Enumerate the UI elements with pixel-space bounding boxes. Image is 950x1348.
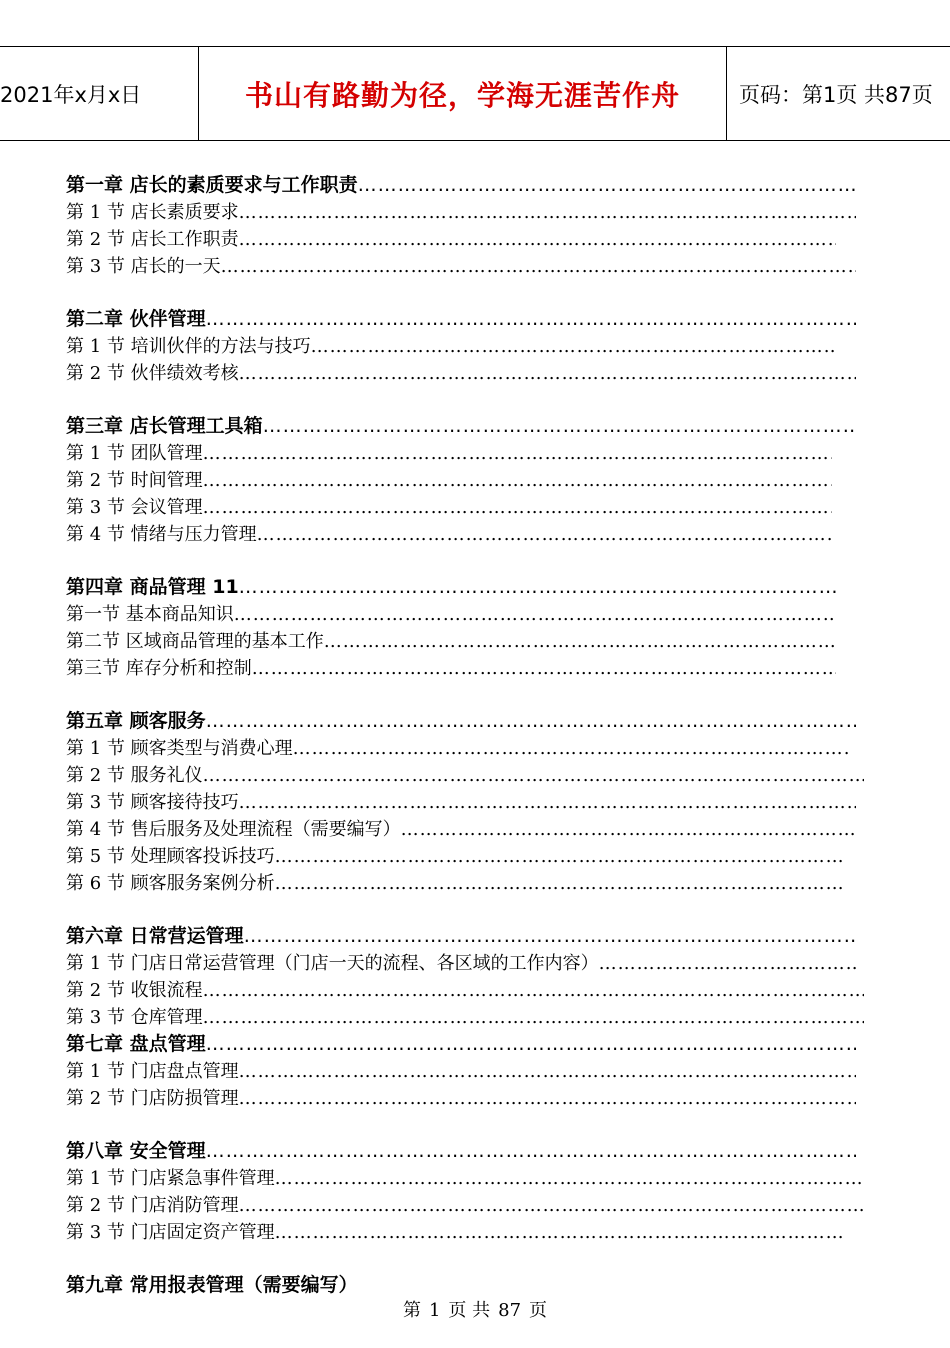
header-page-number: 页码：第1页 共87页 — [739, 82, 933, 107]
toc-section[interactable]: 第二节 区域商品管理的基本工作 …………………………………………………………………………………………………………………………………………………………………………………………………………………… — [66, 628, 836, 655]
page-footer: 第 1 页 共 87 页 — [402, 1300, 548, 1321]
toc-chapter-1[interactable]: 第一章 店长的素质要求与工作职责 …………………………………………………………………………………………………………………………………………………………………………………………………………………… — [66, 172, 856, 199]
toc-section[interactable]: 第 3 节 顾客接待技巧 …………………………………………………………………………………………………………………………………………………………………………………………………………………… — [66, 789, 856, 816]
footer-page-number: 1 — [428, 1300, 441, 1321]
toc-section[interactable]: 第 1 节 店长素质要求 …………………………………………………………………………………………………………………………………………………………………………………………………………………… — [66, 199, 856, 226]
page-header — [0, 46, 950, 141]
toc-section[interactable]: 第三节 库存分析和控制 …………………………………………………………………………………………………………………………………………………………………………………………………………………… — [66, 655, 836, 682]
table-of-contents — [66, 172, 866, 1299]
toc-section[interactable]: 第 6 节 顾客服务案例分析 …………………………………………………………………………………………………………………………………………………………………………………………………………………… — [66, 870, 846, 897]
toc-chapter-3[interactable]: 第三章 店长管理工具箱 …………………………………………………………………………………………………………………………………………………………………………………………………………………… — [66, 413, 856, 440]
toc-chapter-2[interactable]: 第二章 伙伴管理 …………………………………………………………………………………………………………………………………………………………………………………………………………………… — [66, 306, 856, 333]
toc-section[interactable]: 第 1 节 培训伙伴的方法与技巧 …………………………………………………………………………………………………………………………………………………………………………………………………………………… — [66, 333, 836, 360]
toc-section[interactable]: 第 3 节 店长的一天 …………………………………………………………………………………………………………………………………………………………………………………………………………………… — [66, 253, 856, 280]
toc-chapter-7[interactable]: 第七章 盘点管理 …………………………………………………………………………………………………………………………………………………………………………………………………………………… — [66, 1031, 856, 1058]
toc-section[interactable]: 第 3 节 会议管理 …………………………………………………………………………………………………………………………………………………………………………………………………………………… — [66, 494, 832, 521]
toc-chapter-6[interactable]: 第六章 日常营运管理 …………………………………………………………………………………………………………………………………………………………………………………………………………………… — [66, 923, 856, 950]
toc-chapter-9[interactable]: 第九章 常用报表管理（需要编写） — [66, 1274, 358, 1296]
toc-section[interactable]: 第 1 节 门店紧急事件管理 …………………………………………………………………………………………………………………………………………………………………………………………………………………… — [66, 1165, 864, 1192]
toc-section[interactable]: 第 2 节 店长工作职责 …………………………………………………………………………………………………………………………………………………………………………………………………………………… — [66, 226, 836, 253]
toc-section[interactable]: 第 2 节 收银流程 …………………………………………………………………………………………………………………………………………………………………………………………………………………… — [66, 977, 864, 1004]
toc-chapter-5[interactable]: 第五章 顾客服务 …………………………………………………………………………………………………………………………………………………………………………………………………………………… — [66, 708, 856, 735]
toc-chapter-8[interactable]: 第八章 安全管理 …………………………………………………………………………………………………………………………………………………………………………………………………………………… — [66, 1138, 856, 1165]
toc-section[interactable]: 第 2 节 时间管理 …………………………………………………………………………………………………………………………………………………………………………………………………………………… — [66, 467, 832, 494]
toc-section[interactable]: 第 2 节 伙伴绩效考核 …………………………………………………………………………………………………………………………………………………………………………………………………………………… — [66, 360, 856, 387]
toc-section[interactable]: 第 2 节 门店防损管理 …………………………………………………………………………………………………………………………………………………………………………………………………………………… — [66, 1085, 856, 1112]
toc-section[interactable]: 第 1 节 门店日常运营管理（门店一天的流程、各区域的工作内容） …………………………………………………………………………………………………………………………………………………………………………………………………………………… — [66, 950, 856, 977]
toc-section[interactable]: 第一节 基本商品知识 …………………………………………………………………………………………………………………………………………………………………………………………………………………… — [66, 601, 836, 628]
leader-dots — [358, 172, 856, 199]
toc-section[interactable]: 第 4 节 售后服务及处理流程（需要编写） …………………………………………………………………………………………………………………………………………………………………………………………………………………… — [66, 816, 856, 843]
toc-section[interactable]: 第 1 节 门店盘点管理 …………………………………………………………………………………………………………………………………………………………………………………………………………………… — [66, 1058, 856, 1085]
toc-chapter-4[interactable]: 第四章 商品管理 11 …………………………………………………………………………………………………………………………………………………………………………………………………………………… — [66, 574, 836, 601]
toc-section[interactable]: 第 3 节 仓库管理 …………………………………………………………………………………………………………………………………………………………………………………………………………………… — [66, 1004, 864, 1031]
toc-section[interactable]: 第 4 节 情绪与压力管理 …………………………………………………………………………………………………………………………………………………………………………………………………………………… — [66, 521, 832, 548]
footer-total-pages: 87 — [498, 1300, 522, 1321]
toc-section[interactable]: 第 2 节 门店消防管理 …………………………………………………………………………………………………………………………………………………………………………………………………………………… — [66, 1192, 864, 1219]
header-motto: 书山有路勤为径，学海无涯苦作舟 — [199, 47, 727, 140]
toc-section[interactable]: 第 1 节 团队管理 …………………………………………………………………………………………………………………………………………………………………………………………………………………… — [66, 440, 832, 467]
toc-section[interactable]: 第 1 节 顾客类型与消费心理 …………………………………………………………………………………………………………………………………………………………………………………………………………………… — [66, 735, 851, 762]
toc-section[interactable]: 第 3 节 门店固定资产管理 …………………………………………………………………………………………………………………………………………………………………………………………………………………… — [66, 1219, 846, 1246]
toc-section[interactable]: 第 2 节 服务礼仪 …………………………………………………………………………………………………………………………………………………………………………………………………………………… — [66, 762, 864, 789]
toc-section[interactable]: 第 5 节 处理顾客投诉技巧 …………………………………………………………………………………………………………………………………………………………………………………………………………………… — [66, 843, 846, 870]
header-date: 2021年x月x日 — [0, 47, 199, 140]
